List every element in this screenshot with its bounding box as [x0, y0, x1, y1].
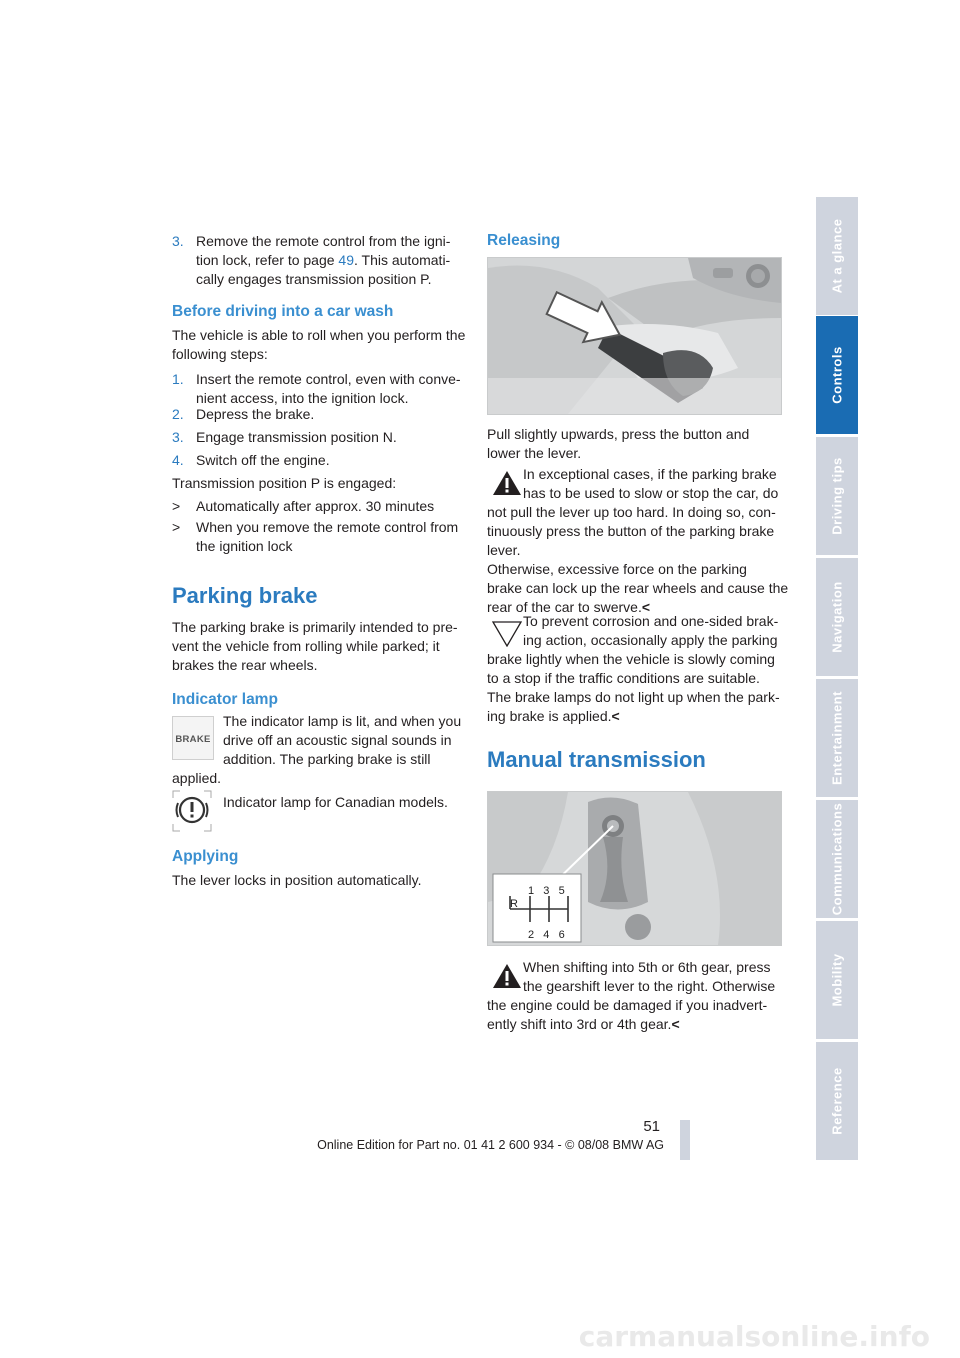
warning-triangle-icon: [492, 470, 522, 496]
note-line-4: to a stop if the traffic conditions are suitable.: [487, 670, 760, 686]
tab-reference[interactable]: Reference: [816, 1042, 858, 1160]
gearshift-illustration: [488, 792, 781, 945]
note-triangle-icon: [492, 621, 522, 647]
warning1-line-3: not pull the lever up too hard. In doing so, con-: [487, 504, 776, 520]
indicator-line-2: drive off an acoustic signal sounds in: [223, 732, 452, 748]
canadian-indicator-icon: [172, 790, 212, 832]
warning2-line-2: the gearshift lever to the right. Otherwise: [523, 978, 776, 994]
brake-indicator-icon: BRAKE: [172, 716, 214, 760]
note-line-1: To prevent corrosion and one-sided brak-: [523, 613, 779, 629]
applying-heading: Applying: [172, 848, 239, 865]
exclamation-circle-icon: [172, 790, 212, 832]
warning1-line-2: has to be used to slow or stop the car, do: [523, 485, 779, 501]
gearshift-photo: [487, 791, 782, 946]
carwash-heading: Before driving into a car wash: [172, 303, 394, 320]
edition-footer: Online Edition for Part no. 01 41 2 600 934 - © 08/08 BMW AG: [317, 1138, 664, 1152]
page-number-bar: [680, 1120, 690, 1160]
page-number: 51: [643, 1118, 660, 1135]
warning2-line-1: When shifting into 5th or 6th gear, press: [523, 959, 771, 975]
tab-mobility[interactable]: Mobility: [816, 921, 858, 1039]
warning1-line-1: In exceptional cases, if the parking brake: [523, 466, 777, 482]
warning1-line-4: tinuously press the button of the parking brake: [487, 523, 775, 539]
watermark: carmanualsonline.info: [578, 1320, 930, 1353]
indicator-line-1: The indicator lamp is lit, and when you: [223, 713, 462, 729]
page-link-49[interactable]: 49: [338, 252, 354, 268]
manual-transmission-heading: Manual transmission: [487, 747, 706, 772]
carwash-intro-2: following steps:: [172, 346, 268, 362]
indicator-line-4: applied.: [172, 770, 222, 786]
parking-para-1: The parking brake is primarily intended to pre-: [172, 619, 458, 635]
carwash-intro-1: The vehicle is able to roll when you perform the: [172, 327, 466, 343]
note-line-5: The brake lamps do not light up when the park-: [487, 689, 780, 705]
tab-driving-tips[interactable]: Driving tips: [816, 437, 858, 555]
warning-triangle-icon: [492, 963, 522, 989]
warning2-line-3: the engine could be damaged if you inadvert-: [487, 997, 768, 1013]
applying-text: The lever locks in position automatically.: [172, 872, 422, 888]
note-line-2: ing action, occasionally apply the parking: [523, 632, 778, 648]
tab-communications[interactable]: Communications: [816, 800, 858, 918]
note-line-3: brake lightly when the vehicle is slowly coming: [487, 651, 775, 667]
engaged-intro: Transmission position P is engaged:: [172, 475, 397, 491]
note-line-6: ing brake is applied.<: [487, 708, 620, 724]
indicator-line-3: addition. The parking brake is still: [223, 751, 431, 767]
parking-para-3: brakes the rear wheels.: [172, 657, 318, 673]
gear-pattern-top: 1 3 5: [528, 885, 565, 897]
warning1-line-5: lever.: [487, 542, 521, 558]
release-line-2: lower the lever.: [487, 445, 582, 461]
step-number: 3.: [172, 233, 184, 249]
tab-controls[interactable]: Controls: [816, 316, 858, 434]
warning1-line-7: brake can lock up the rear wheels and cause the: [487, 580, 789, 596]
warning2-line-4: ently shift into 3rd or 4th gear.<: [487, 1016, 680, 1032]
warning1-line-8: rear of the car to swerve.<: [487, 599, 651, 615]
tab-entertainment[interactable]: Entertainment: [816, 679, 858, 797]
release-line-1: Pull slightly upwards, press the button and: [487, 426, 750, 442]
parking-para-2: vent the vehicle from rolling while parked; it: [172, 638, 440, 654]
indicator-lamp-heading: Indicator lamp: [172, 691, 278, 708]
gear-pattern-reverse: R: [510, 898, 518, 910]
end-mark: <: [641, 599, 651, 615]
parking-brake-heading: Parking brake: [172, 583, 318, 608]
gear-pattern-bottom: 2 4 6: [528, 929, 565, 941]
canadian-indicator-text: Indicator lamp for Canadian models.: [223, 794, 448, 810]
parking-brake-lever-photo: [487, 257, 782, 415]
tab-navigation[interactable]: Navigation: [816, 558, 858, 676]
parking-brake-illustration: [488, 258, 781, 414]
releasing-heading: Releasing: [487, 232, 561, 249]
warning1-line-6: Otherwise, excessive force on the parking: [487, 561, 747, 577]
tab-at-a-glance[interactable]: At a glance: [816, 197, 858, 315]
